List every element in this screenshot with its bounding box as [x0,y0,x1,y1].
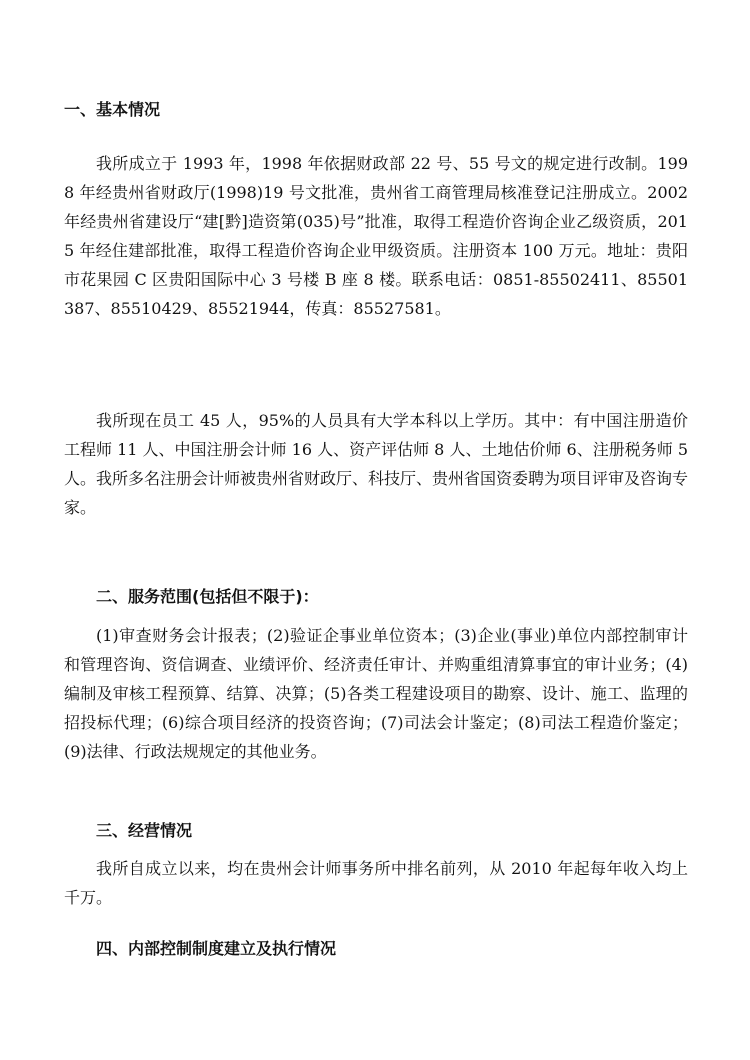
basic-paragraph-history: 我所成立于 1993 年，1998 年依据财政部 22 号、55 号文的规定进行改制。1998 年经贵州省财政厅(1998)19 号文批准，贵州省工商管理局核准登记注册成立。2002 年经贵州省建设厅“建[黔]造资第(035)号”批准，取得工程造价咨询企业乙级资质，2015 年经住建部批准，取得工程造价咨询企业甲级资质。注册资本 100 万元。地址：贵阳市花果园 C 区贵阳国际中心 3 号楼 B 座 8 楼。联系电话：0851-85502411、85501387、85510429、85521944，传真：85527581。 [64,154,688,318]
operations-paragraph: 我所自成立以来，均在贵州会计师事务所中排名前列，从 2010 年起每年收入均上千万。 [64,859,688,907]
section-heading-operations: 三、经营情况 [96,821,193,840]
basic-paragraph-staff: 我所现在员工 45 人，95%的人员具有大学本科以上学历。其中：有中国注册造价工程师 11 人、中国注册会计师 16 人、资产评估师 8 人、土地估价师 6、注册税务师 5 人。我所多名注册会计师被贵州省财政厅、科技厅、贵州省国资委聘为项目评审及咨询专家。 [64,411,689,517]
section-heading-basic: 一、基本情况 [64,100,161,119]
services-paragraph: (1)审查财务会计报表；(2)验证企事业单位资本；(3)企业(事业)单位内部控制审计和管理咨询、资信调查、业绩评价、经济责任审计、并购重组清算事宜的审计业务；(4)编制及审核工程预算、结算、决算；(5)各类工程建设项目的勘察、设计、施工、监理的招投标代理；(6)综合项目经济的投资咨询；(7)司法会计鉴定；(8)司法工程造价鉴定；(9)法律、行政法规规定的其他业务。 [64,626,688,761]
section-heading-services: 二、服务范围(包括但不限于)： [96,587,319,606]
section-heading-internal-control: 四、内部控制制度建立及执行情况 [96,939,337,958]
